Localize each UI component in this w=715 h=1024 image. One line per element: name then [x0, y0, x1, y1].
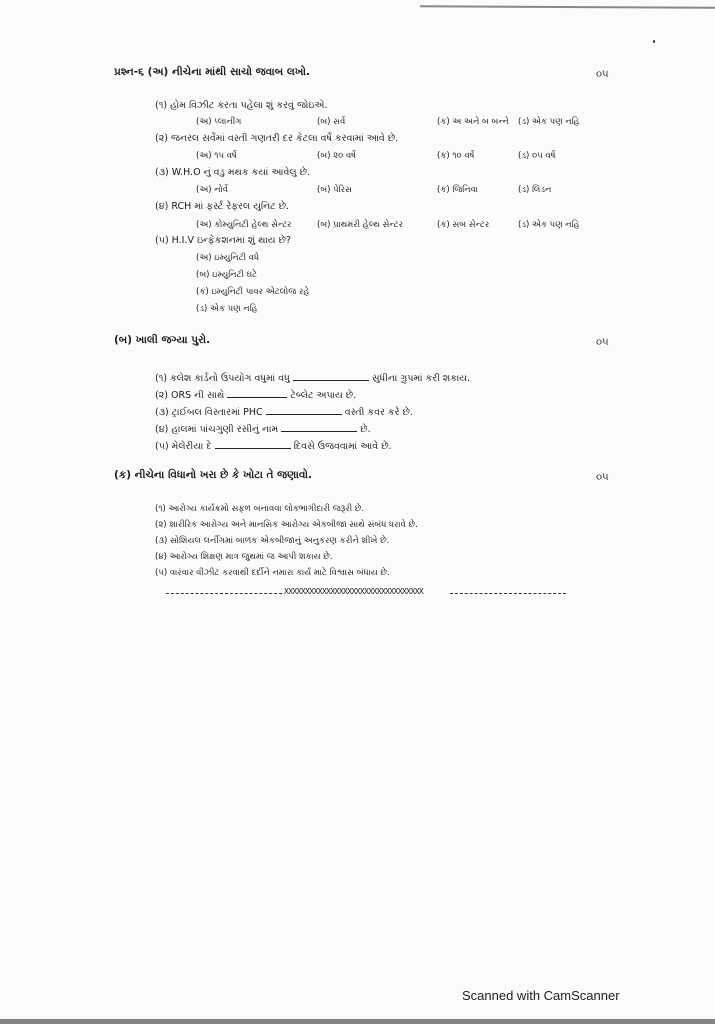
- end-divider: [166, 588, 566, 598]
- q5-option-b: (બ) ઇમ્યુનિટી ઘટે: [196, 270, 258, 280]
- q1-option-a: (અ) પ્લાનીંગ: [196, 117, 242, 127]
- fill-blank-1-prefix: (૧) કલેશ કાર્ડનો ઉપયોગ વધુમાં વધુ: [155, 373, 290, 384]
- q3-option-b: (બ) પેરિસ: [317, 185, 352, 195]
- scan-speck: [653, 40, 655, 43]
- blank-line: [293, 370, 369, 381]
- true-false-5: (૫) વારંવાર વીઝીટ કરવાથી દર્દીને નમારા કાર્ય માટે વિશ્વાસ બંધાય છે.: [155, 568, 390, 578]
- true-false-3: (૩) સોશિયલ લર્નીગમાં બાળક એકબીજાનું અનુકરણ કરીને શીખે છે.: [155, 536, 390, 546]
- q5-option-a: (અ) ઇમ્યુનિટી વધે: [196, 253, 260, 263]
- blank-line: [227, 387, 287, 398]
- question-2: (૨) જનરલ સર્વેમાં વસ્તી ગણતરી દર કેટલા વર્ષે કરવામાં આવે છે.: [155, 133, 399, 144]
- q4-option-b: (બ) પ્રાથમરી હેલ્થ સેન્ટર: [317, 220, 403, 230]
- q5-option-c: (ક) ઇમ્યુનિટી પાવર એટલોજ રહે: [196, 287, 310, 297]
- fill-blank-1: [155, 370, 470, 384]
- q3-option-c: (ક) જિનિવા: [437, 185, 478, 195]
- question-1: (૧) હોમ વિઝીટ કરતા પહેલા શું કરવું જોઇએ.: [155, 100, 328, 111]
- q4-option-a: (અ) કોમ્યુનિટી હેલ્થ સેન્ટર: [196, 220, 292, 230]
- divider-dash-right: [450, 593, 566, 594]
- section-a-heading: પ્રશ્ન-૬ (અ) નીચેના માંથી સાચો જવાબ લખો.: [114, 66, 311, 78]
- fill-blank-4: [155, 421, 371, 435]
- question-4: (૪) RCH માં ફર્સ્ટ રેફરલ યુનિટ છે.: [155, 201, 290, 212]
- question-5: (૫) H.I.V ઇન્ફેકશનમાં શું થાય છે?: [155, 235, 291, 246]
- fill-blank-2: [155, 387, 356, 401]
- question-3: (૩) W.H.O નું વડુ મથક કયાં આવેલુ છે.: [155, 167, 310, 178]
- q4-option-d: (ડ) એક પણ નહિ: [518, 220, 580, 230]
- scan-bottom-edge: [0, 1019, 715, 1024]
- q2-option-d: (ડ) ૦૫ વર્ષે: [518, 151, 556, 161]
- blank-line: [266, 404, 342, 415]
- q3-option-a: (અ) નોર્વે: [196, 185, 229, 195]
- fill-blank-5: [155, 438, 392, 452]
- true-false-2: (૨) શારીરિક આરોગ્ય અને માનસિક આરોગ્ય એકબીજા સાથે સંબંધ ધરાવે છે.: [155, 520, 418, 530]
- q5-option-d: (ડ) એક પણ નહિ: [196, 304, 258, 314]
- q2-option-b: (બ) ૨૦ વર્ષે: [317, 151, 357, 161]
- q1-option-d: (ડ) એક પણ નહિ: [518, 117, 580, 127]
- blank-line: [281, 421, 357, 432]
- fill-blank-2-prefix: (૨) ORS ની સાથે: [155, 390, 225, 401]
- blank-line: [215, 438, 291, 449]
- fill-blank-5-suffix: દિવસે ઉજવવામાં આવે છે.: [293, 441, 392, 452]
- section-b-marks: ૦૫: [596, 337, 609, 348]
- q2-option-c: (ક) ૧૦ વર્ષે: [437, 151, 475, 161]
- q2-option-a: (અ) ૧૫ વર્ષે: [196, 151, 237, 161]
- fill-blank-2-suffix: ટેબ્લેટ અપાય છે.: [290, 390, 357, 401]
- q3-option-d: (ડ) લિંડન: [518, 185, 552, 195]
- divider-dash-left: [166, 593, 282, 594]
- q1-option-b: (બ) સર્વે: [317, 117, 346, 127]
- fill-blank-5-prefix: (૫) મેલેરીયા દે: [155, 441, 212, 452]
- fill-blank-3-suffix: વસ્તી કવર કરે છે.: [344, 407, 413, 418]
- section-a-marks: ૦૫: [596, 69, 609, 80]
- divider-x-text: XXXXXXXXXXXXXXXXXXXXXXXXXXXXXXXXX: [284, 587, 424, 596]
- q4-option-c: (ક) સબ સેન્ટર: [437, 220, 490, 230]
- fill-blank-1-suffix: સુધીના ગ્રુપમાં કરી શકાય.: [371, 373, 471, 384]
- true-false-4: (૪) આરોગ્ય શિક્ષણ માત્ર જુથમાં જ આપી શકાય છે.: [155, 552, 333, 562]
- q1-option-c: (ક) અ અને બ બન્ને: [437, 117, 509, 127]
- section-c-heading: (ક) નીચેના વિધાનો ખરા છે કે ખોટા તે જણાવો.: [114, 469, 312, 481]
- fill-blank-3-prefix: (૩) ટ્રાઈબલ વિસ્તારમાં PHC: [155, 407, 263, 418]
- camscanner-watermark: Scanned with CamScanner: [462, 988, 620, 1003]
- fill-blank-3: [155, 404, 413, 418]
- fill-blank-4-suffix: છે.: [360, 424, 371, 435]
- scan-edge-line: [420, 5, 715, 9]
- true-false-1: (૧) આરોગ્ય કાર્યક્રમો સફળ બનાવવા લોકભાગીદારી જરૂરી છે.: [155, 504, 365, 514]
- section-c-marks: ૦૫: [596, 472, 609, 483]
- section-b-heading: (બ) ખાલી જગ્યા પુરો.: [114, 334, 211, 346]
- fill-blank-4-prefix: (૪) હાલમાં પાંચગુણી રસીનું નામ: [155, 424, 279, 435]
